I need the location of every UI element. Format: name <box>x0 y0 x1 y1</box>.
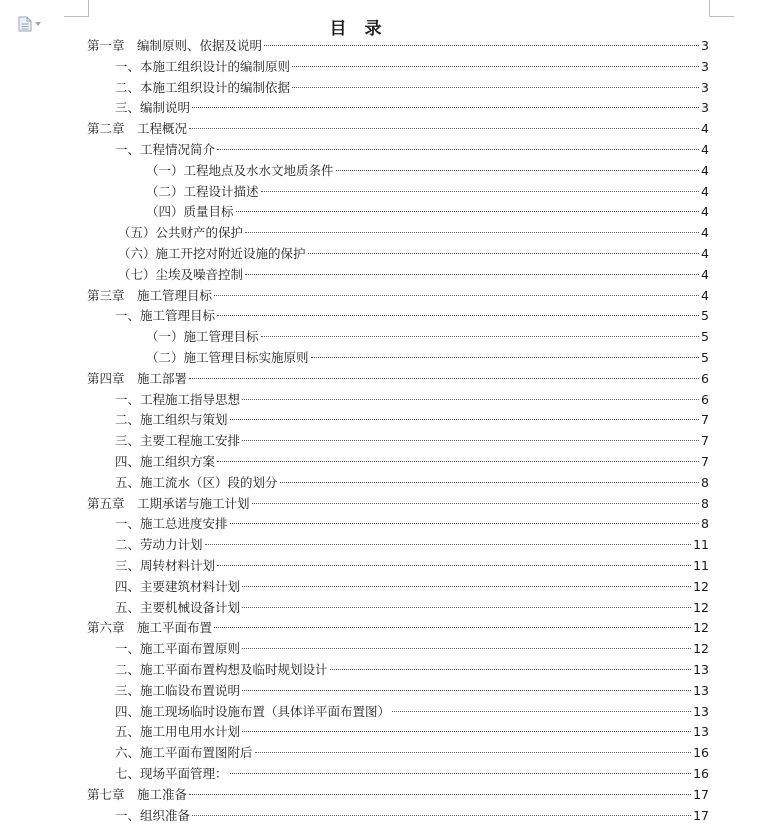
toc-dot-leader <box>205 544 692 545</box>
toc-entry-page: 4 <box>701 246 709 261</box>
toc-entry-page: 7 <box>701 454 709 469</box>
toc-entry-page: 4 <box>701 162 709 178</box>
toc-dot-leader <box>242 440 699 441</box>
toc-entry-page: 8 <box>701 474 709 490</box>
toc-dot-leader <box>261 336 699 337</box>
toc-entry-label: 一、工程情况简介 <box>115 142 216 157</box>
toc-entry-page: 7 <box>701 412 709 428</box>
toc-entry-label: 五、施工用电用水计划 <box>115 724 241 740</box>
toc-entry-label: 第六章 施工平面布置 <box>87 620 213 636</box>
toc-entry[interactable] <box>0 764 779 784</box>
toc-entry-label: 六、施工平面布置图附后 <box>115 745 253 761</box>
toc-entry-label: 一、组织准备 <box>115 807 191 823</box>
toc-entry[interactable] <box>0 78 779 98</box>
toc-entry-label: 四、施工组织方案 <box>115 454 216 469</box>
toc-entry-label: 七、现场平面管理： <box>115 766 228 781</box>
toc-entry[interactable] <box>0 98 779 118</box>
toc-dot-leader <box>242 648 691 649</box>
toc-entry[interactable] <box>0 306 779 326</box>
toc-entry-label: 第四章 施工部署 <box>87 370 188 386</box>
toc-entry[interactable] <box>0 702 779 722</box>
toc-entry-page: 17 <box>693 807 709 823</box>
toc-entry[interactable] <box>0 369 779 389</box>
toc-entry-page: 4 <box>701 266 709 282</box>
toc-entry-label: 二、施工组织与策划 <box>115 412 228 428</box>
toc-entry-label: 四、主要建筑材料计划 <box>115 578 241 594</box>
toc-entry-label: 四、施工现场临时设施布置（具体详平面布置图） <box>115 703 391 719</box>
toc-dot-leader <box>336 170 699 171</box>
toc-entry[interactable] <box>0 202 779 222</box>
toc-dot-leader <box>230 773 692 774</box>
toc-entry-page: 12 <box>693 578 709 594</box>
toc-entry-label: 第五章 工期承诺与施工计划 <box>87 495 250 511</box>
toc-entry[interactable] <box>0 785 779 805</box>
toc-dot-leader <box>264 45 699 46</box>
toc-entry-label: 一、施工管理目标 <box>115 308 216 324</box>
toc-entry-label: 一、施工总进度安排 <box>115 516 228 532</box>
toc-entry[interactable] <box>0 390 779 410</box>
toc-entry-label: 二、本施工组织设计的编制依据 <box>115 79 291 95</box>
page-title: 目 录 <box>329 19 388 39</box>
toc-entry[interactable] <box>0 806 779 826</box>
toc-entry[interactable] <box>0 556 779 576</box>
toc-entry[interactable] <box>0 452 779 472</box>
toc-entry-page: 3 <box>701 79 709 95</box>
toc-dot-leader <box>308 253 699 254</box>
toc-dot-leader <box>242 607 691 608</box>
toc-dot-leader <box>189 128 699 129</box>
toc-entry-label: 五、主要机械设备计划 <box>115 599 241 615</box>
toc-dot-leader <box>245 232 699 233</box>
toc-entry-label: 一、工程施工指导思想 <box>115 391 241 407</box>
toc-entry-label: 三、编制说明 <box>115 100 191 116</box>
toc-dot-leader <box>217 149 699 150</box>
toc-entry[interactable] <box>0 140 779 160</box>
toc-entry[interactable] <box>0 223 779 243</box>
toc-entry-label: 三、施工临设布置说明 <box>115 682 241 698</box>
toc-dot-leader <box>252 503 699 504</box>
toc-entry-label: （二）施工管理目标实施原则 <box>146 350 309 365</box>
toc-entry-page: 13 <box>693 703 709 719</box>
toc-dot-leader <box>242 731 691 732</box>
toc-entry-label: （七）尘埃及噪音控制 <box>118 266 244 282</box>
toc-entry-label: （一）工程地点及水水文地质条件 <box>146 162 334 178</box>
toc-entry-label: 一、施工平面布置原则 <box>115 641 241 657</box>
toc-entry[interactable] <box>0 327 779 347</box>
toc-dot-leader <box>217 461 699 462</box>
toc-entry[interactable] <box>0 598 779 618</box>
toc-dot-leader <box>242 690 691 691</box>
toc-entry-page: 12 <box>693 599 709 615</box>
toc-entry[interactable] <box>0 639 779 659</box>
toc-dot-leader <box>192 815 691 816</box>
toc-dot-leader <box>217 315 699 316</box>
toc-entry-page: 4 <box>701 121 709 137</box>
toc-dot-leader <box>261 191 699 192</box>
toc-entry-page: 17 <box>693 786 709 802</box>
toc-dot-leader <box>280 482 699 483</box>
toc-entry[interactable] <box>0 535 779 555</box>
toc-dot-leader <box>292 66 699 67</box>
toc-entry-page: 13 <box>693 724 709 740</box>
toc-entry-label: 第三章 施工管理目标 <box>87 287 213 303</box>
toc-entry[interactable] <box>0 286 779 306</box>
toc-entry[interactable] <box>0 57 779 77</box>
toc-entry-page: 13 <box>693 662 709 677</box>
toc-entry-label: 第一章 编制原则、依据及说明 <box>87 38 263 53</box>
toc-dot-leader <box>330 669 692 670</box>
toc-entry[interactable] <box>0 265 779 285</box>
toc-entry-label: 三、周转材料计划 <box>115 558 216 573</box>
toc-entry[interactable] <box>0 681 779 701</box>
toc-entry-label: 一、本施工组织设计的编制原则 <box>115 58 291 74</box>
toc-entry[interactable] <box>0 182 779 202</box>
toc-entry-page: 11 <box>693 558 709 573</box>
toc-entry-label: 二、施工平面布置构想及临时规划设计 <box>115 662 328 677</box>
toc-dot-leader <box>292 87 699 88</box>
toc-dot-leader <box>242 586 691 587</box>
toc-entry[interactable] <box>0 410 779 430</box>
toc-entry-page: 6 <box>701 370 709 386</box>
toc-dot-leader <box>230 523 699 524</box>
toc-dot-leader <box>311 357 699 358</box>
toc-entry[interactable] <box>0 514 779 534</box>
toc-entry[interactable] <box>0 244 779 264</box>
toc-entry[interactable] <box>0 660 779 680</box>
toc-entry-page: 16 <box>693 766 709 781</box>
toc-entry[interactable] <box>0 722 779 742</box>
toc-entry-label: 五、施工流水（区）段的划分 <box>115 474 278 490</box>
toc-entry-label: 二、劳动力计划 <box>115 537 203 553</box>
toc-entry-page: 8 <box>701 516 709 532</box>
toc-entry-page: 11 <box>693 537 709 553</box>
toc-entry-page: 5 <box>701 329 709 345</box>
toc-entry-page: 5 <box>701 308 709 324</box>
toc-entry-page: 6 <box>701 391 709 407</box>
toc-dot-leader <box>189 378 699 379</box>
toc-dot-leader <box>245 274 699 275</box>
toc-entry[interactable] <box>0 161 779 181</box>
toc-dot-leader <box>189 794 691 795</box>
toc-entry-page: 4 <box>701 225 709 241</box>
toc-entry[interactable] <box>0 618 779 638</box>
toc-dot-leader <box>192 107 699 108</box>
toc-entry[interactable] <box>0 348 779 368</box>
toc-entry-page: 5 <box>701 350 709 365</box>
toc-entry-page: 8 <box>701 495 709 511</box>
toc-entry-page: 4 <box>701 183 709 199</box>
toc-entry-page: 12 <box>693 620 709 636</box>
toc-entry-page: 4 <box>701 204 709 220</box>
toc-dot-leader <box>214 627 691 628</box>
toc-entry-page: 4 <box>701 142 709 157</box>
toc-dot-leader <box>230 419 699 420</box>
toc-entry[interactable] <box>0 494 779 514</box>
toc-entry[interactable] <box>0 119 779 139</box>
toc-entry-label: 第七章 施工准备 <box>87 786 188 802</box>
toc-dot-leader <box>214 295 699 296</box>
toc-entry-page: 4 <box>701 287 709 303</box>
toc-entry[interactable] <box>0 431 779 451</box>
toc-entry-label: （四）质量目标 <box>146 204 234 220</box>
toc-entry-label: 三、主要工程施工安排 <box>115 433 241 449</box>
toc-dot-leader <box>242 399 699 400</box>
toc-entry-label: 第二章 工程概况 <box>87 121 188 137</box>
toc-entry-label: （二）工程设计描述 <box>146 183 259 199</box>
toc-entry-label: （一）施工管理目标 <box>146 329 259 345</box>
toc-entry-page: 12 <box>693 641 709 657</box>
toc-entry-page: 3 <box>701 38 709 53</box>
toc-entry[interactable] <box>0 577 779 597</box>
toc-dot-leader <box>392 711 691 712</box>
toc-entry-page: 3 <box>701 100 709 116</box>
toc-entry[interactable] <box>0 743 779 763</box>
toc-dot-leader <box>255 752 692 753</box>
toc-dot-leader <box>217 565 691 566</box>
toc-entry[interactable] <box>0 36 779 56</box>
toc-entry-label: （五）公共财产的保护 <box>118 225 244 241</box>
toc-entry-page: 7 <box>701 433 709 449</box>
toc-dot-leader <box>236 211 699 212</box>
toc-entry-page: 13 <box>693 682 709 698</box>
toc-entry[interactable] <box>0 473 779 493</box>
toc-entry-page: 16 <box>693 745 709 761</box>
toc-entry-page: 3 <box>701 58 709 74</box>
toc-entry-label: （六）施工开挖对附近设施的保护 <box>118 246 306 261</box>
